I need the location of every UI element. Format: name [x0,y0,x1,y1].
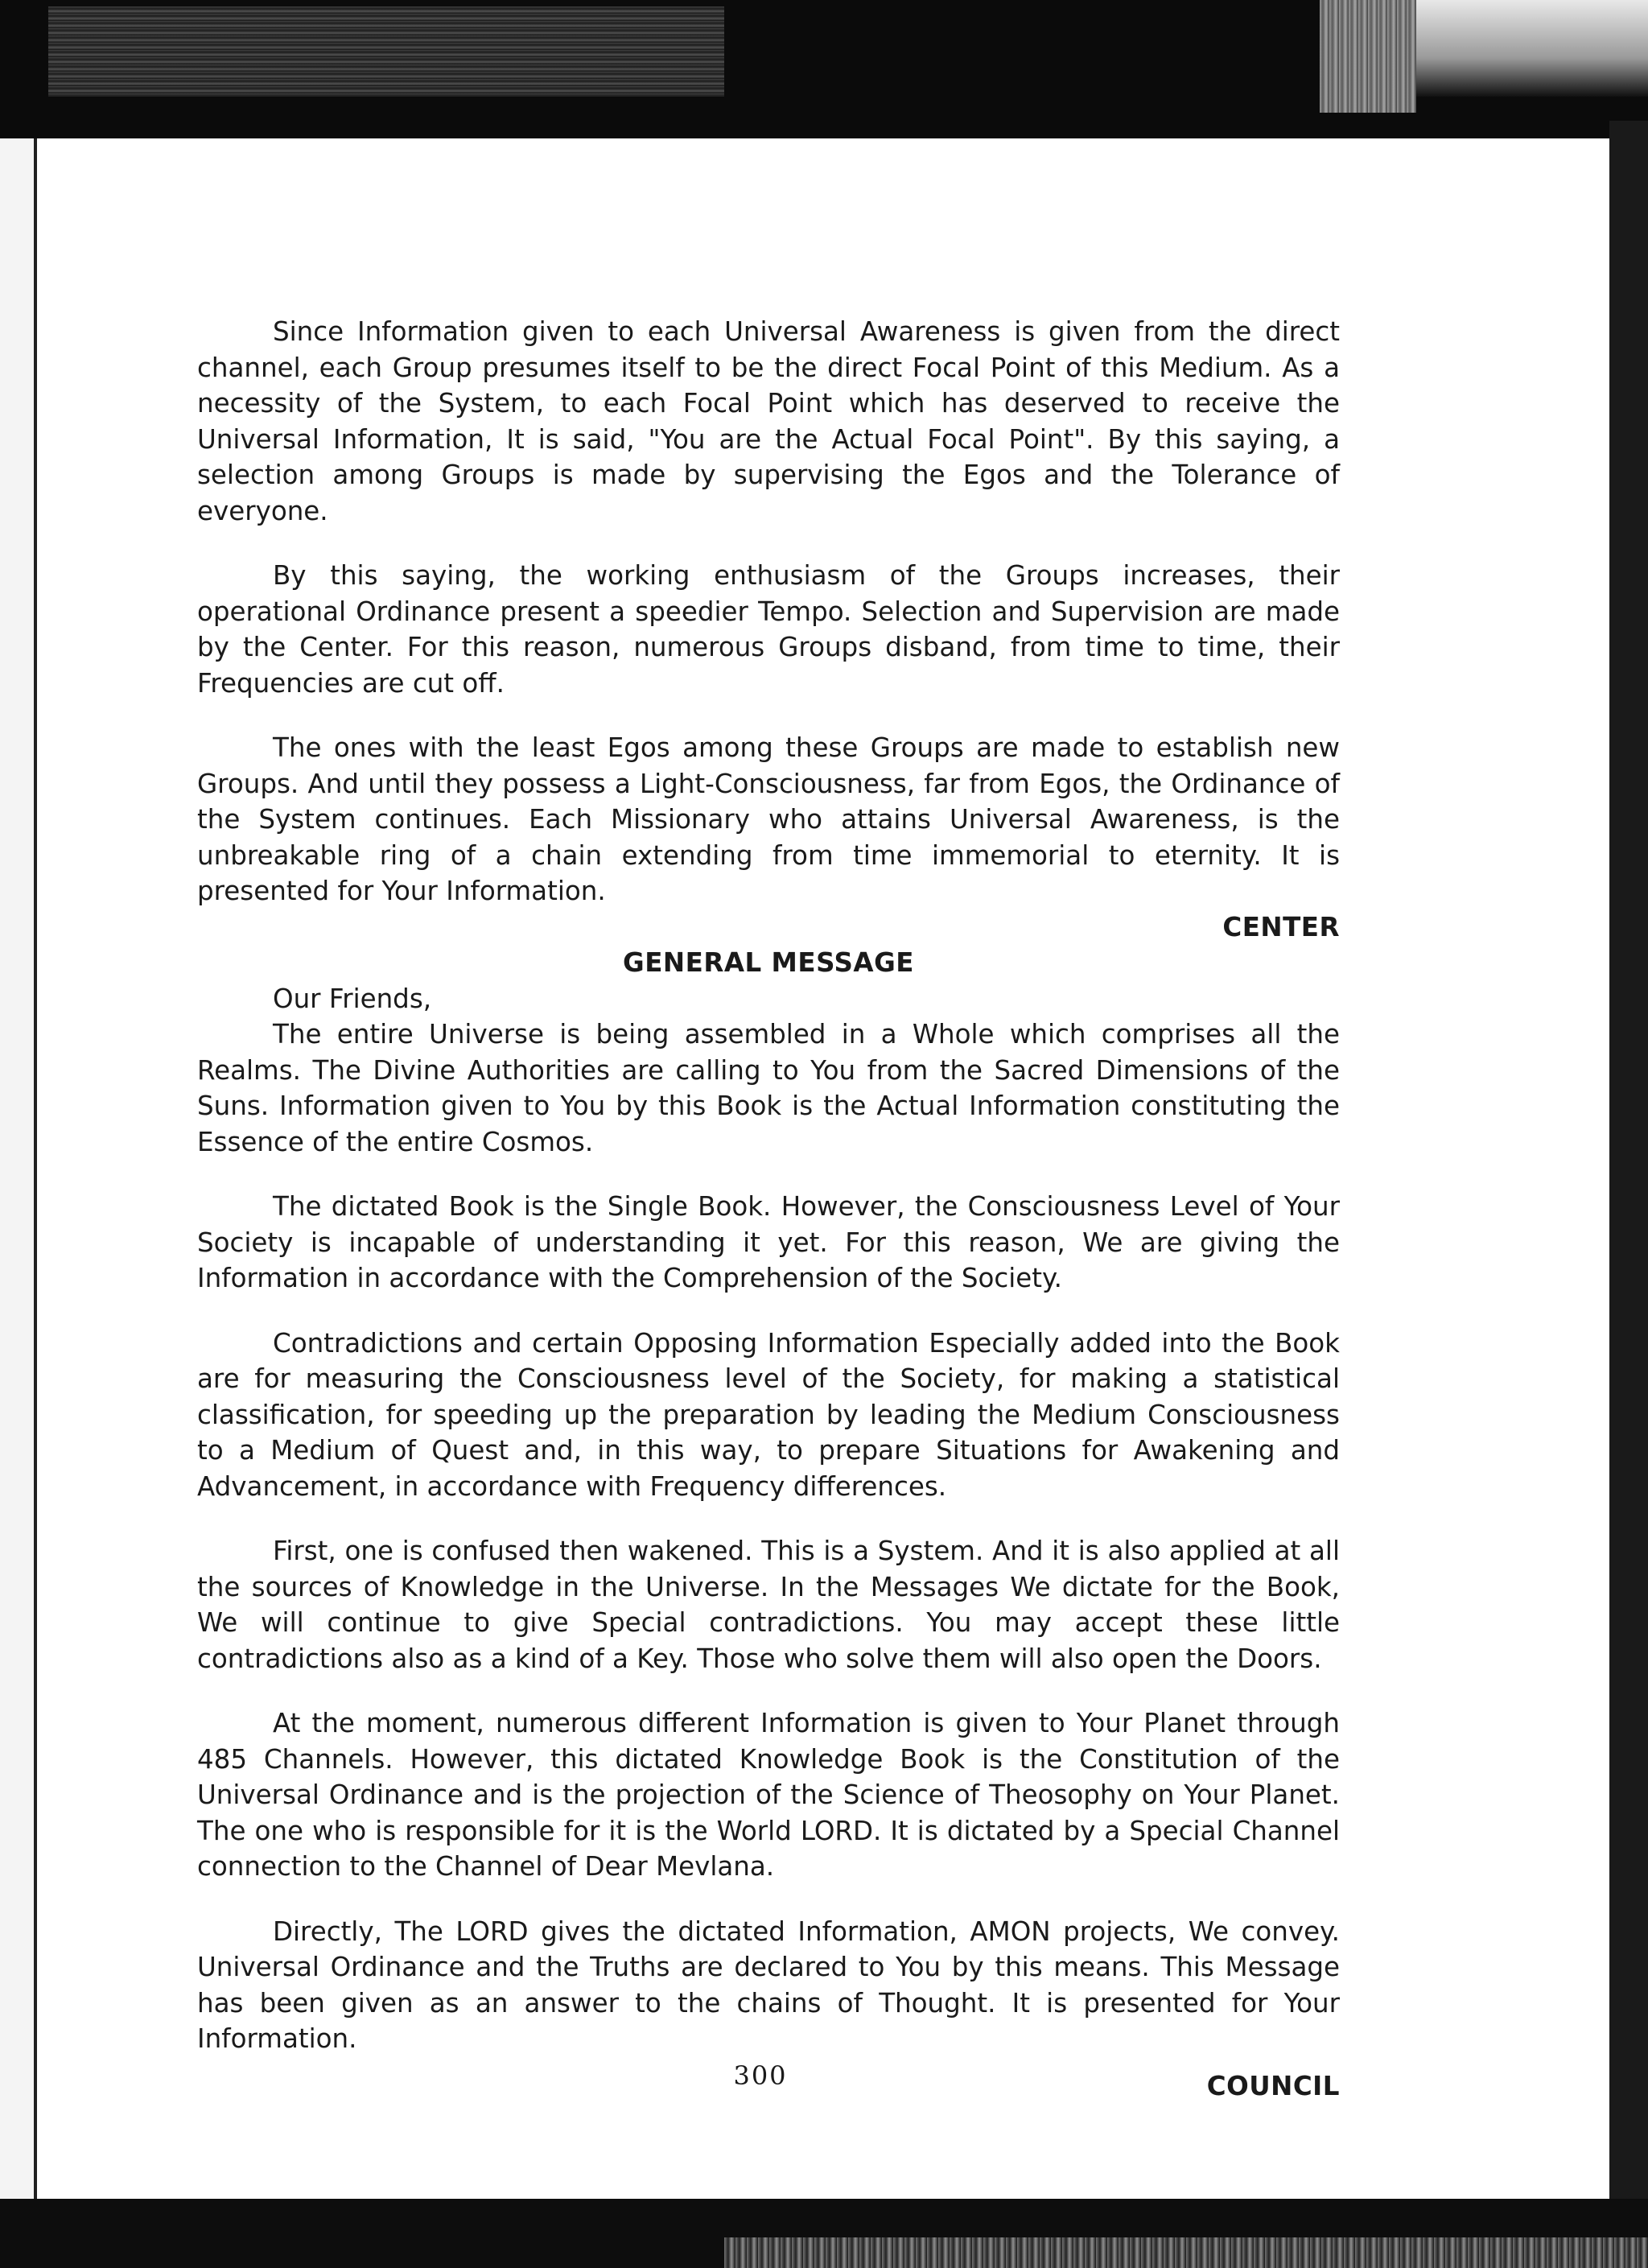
signature-council: COUNCIL [1206,2070,1340,2101]
paragraph: Directly, The LORD gives the dictated Information, AMON projects, We convey. Universal Ordinance and the Truths are declared to You by this means. This Message has been given as an answer to the chains of Thought. It is presented for Your Information. [197,1915,1340,2054]
scan-right-border [1609,121,1648,2205]
paragraph: At the moment, numerous different Information is given to Your Planet through 485 Channels. However, this dictated Knowledge Book is the Constitution of the Universal Ordinance and is the projection of the Science of Theosophy on Your Planet. The one who is responsible for it is the World LORD. It is dictated by a Special Channel connection to the Channel of Dear Mevlana. [197,1708,1340,1882]
page-body [197,314,1340,2104]
paragraph: First, one is confused then wakened. This is a System. And it is also applied at all the sources of Knowledge in the Universe. In the Messages We dictate for the Book, We will continue to give Special contradictions. You may accept these little contradictions also as a kind of a Key. Those who solve them will also open the Doors. [197,1536,1340,1674]
scan-left-edge [0,138,37,2199]
paragraph: Contradictions and certain Opposing Information Especially added into the Book are for measuring the Consciousness level of the Society, for making a statistical classification, for speeding up the preparation by leading the Medium Consciousness to a Medium of Quest and, in this way, to prepare Situations for Awakening and Advancement, in accordance with Frequency differences. [197,1327,1340,1502]
salutation: Our Friends, [273,983,432,1014]
scan-artifact-right [1320,0,1416,113]
paragraph: The ones with the least Egos among these Groups are made to establish new Groups. And until they possess a Light-Consciousness, far from Egos, the Ordinance of the System continues. Each Missionary who attains Universal Awareness, is the unbreakable ring of a chain extending from time immemorial to eternity. It is presented for Your Information. [197,732,1340,906]
scan-artifact-left [48,6,724,97]
paragraph: The entire Universe is being assembled in a Whole which comprises all the Realms. The Divine Authorities are calling to You from the Sacred Dimensions of the Suns. Information given to You by this Book is the Actual Information constituting the Essence of the entire Cosmos. [197,1019,1340,1157]
scan-corner-artifact [1416,0,1648,97]
signature-center: CENTER [1222,911,1340,942]
section-heading: GENERAL MESSAGE [623,947,914,978]
paragraph: By this saying, the working enthusiasm of the Groups increases, their operational Ordinance present a speedier Tempo. Selection and Supervision are made by the Center. For this reason, numerous Groups disband, from time to time, their Frequencies are cut off. [197,560,1340,699]
page-number: 300 [733,2060,788,2091]
scan-bottom-artifact [724,2237,1648,2268]
paragraph: The dictated Book is the Single Book. However, the Consciousness Level of Your Society is incapable of understanding it yet. For this reason, We are giving the Information in accordance with the Comprehension of the Society. [197,1191,1340,1293]
paragraph: Since Information given to each Universal Awareness is given from the direct channel, each Group presumes itself to be the direct Focal Point of this Medium. As a necessity of the System, to each Focal Point which has deserved to receive the Universal Information, It is said, "You are the Actual Focal Point". By this saying, a selection among Groups is made by supervising the Egos and the Tolerance of everyone. [197,316,1340,526]
